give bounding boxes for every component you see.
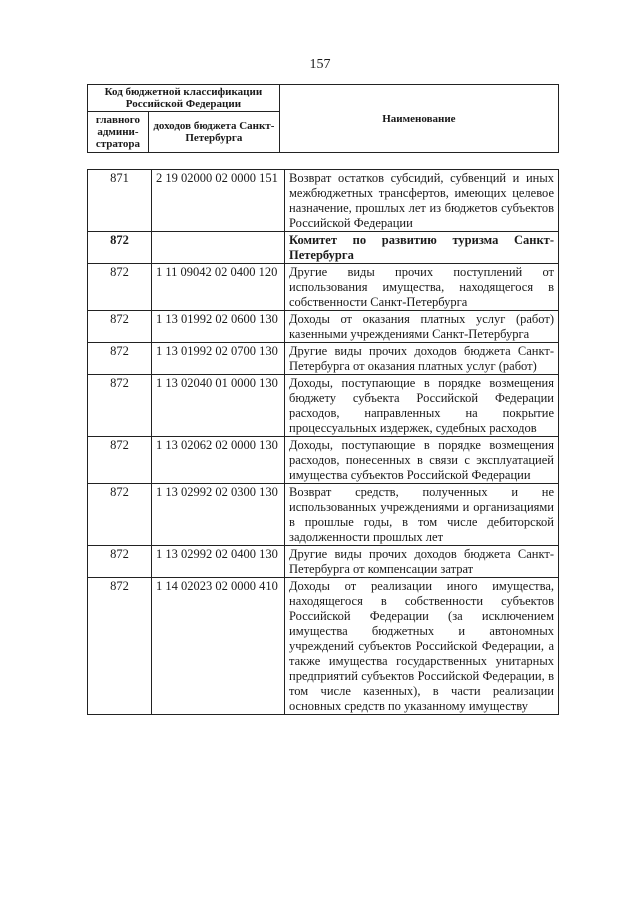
table-row bbox=[88, 437, 559, 484]
table-row bbox=[88, 232, 559, 264]
revenue-name: Доходы от оказания платных услуг (работ) казенными учреждениями Санкт-Петербурга bbox=[285, 311, 559, 343]
revenue-code: 1 13 02992 02 0300 130 bbox=[152, 484, 285, 546]
table-row bbox=[88, 170, 559, 232]
table-row bbox=[88, 311, 559, 343]
table-row bbox=[88, 343, 559, 375]
classification-table bbox=[87, 169, 559, 715]
revenue-name: Доходы от реализации иного имущества, находящегося в собственности субъектов Российской Федерации (за исключением имущества бюджетных и автономных учреждений субъектов Российской Федерации, а также имущества государственных унитарных предприятий субъектов Российской Федерации, в том числе казенных), в части реализации основных средств по указанному имуществу bbox=[285, 578, 559, 715]
revenue-code: 1 11 09042 02 0400 120 bbox=[152, 264, 285, 311]
revenue-code: 1 13 01992 02 0700 130 bbox=[152, 343, 285, 375]
admin-code: 872 bbox=[88, 546, 152, 578]
table-row bbox=[88, 546, 559, 578]
admin-code: 872 bbox=[88, 375, 152, 437]
revenue-code: 1 14 02023 02 0000 410 bbox=[152, 578, 285, 715]
revenue-name: Другие виды прочих доходов бюджета Санкт-Петербурга от оказания платных услуг (работ) bbox=[285, 343, 559, 375]
admin-code: 872 bbox=[88, 437, 152, 484]
revenue-code: 1 13 01992 02 0600 130 bbox=[152, 311, 285, 343]
header-name-column: Наименование bbox=[279, 85, 558, 153]
header-admin-column: главного админи-стратора bbox=[88, 112, 149, 153]
revenue-code: 2 19 02000 02 0000 151 bbox=[152, 170, 285, 232]
revenue-name: Доходы, поступающие в порядке возмещения бюджету субъекта Российской Федерации расходов, направленных на покрытие процессуальных издержек, судебных расходов bbox=[285, 375, 559, 437]
header-revenue-column: доходов бюджета Санкт-Петербурга bbox=[148, 112, 279, 153]
admin-code: 872 bbox=[88, 264, 152, 311]
admin-code: 872 bbox=[88, 343, 152, 375]
admin-code: 872 bbox=[88, 578, 152, 715]
table-row bbox=[88, 264, 559, 311]
table-row bbox=[88, 578, 559, 715]
revenue-code bbox=[152, 232, 285, 264]
header-group-title: Код бюджетной классификации Российской Федерации bbox=[88, 85, 280, 112]
page-number: 157 bbox=[309, 57, 331, 72]
table-row bbox=[88, 484, 559, 546]
revenue-name: Возврат средств, полученных и не использованных учреждениями и организациями в прошлые годы, в том числе дебиторской задолженности прошлых лет bbox=[285, 484, 559, 546]
revenue-name: Комитет по развитию туризма Санкт-Петербурга bbox=[285, 232, 559, 264]
revenue-name: Возврат остатков субсидий, субвенций и иных межбюджетных трансфертов, имеющих целевое назначение, прошлых лет из бюджетов субъектов Российской Федерации bbox=[285, 170, 559, 232]
revenue-name: Доходы, поступающие в порядке возмещения расходов, понесенных в связи с эксплуатацией имущества субъектов Российской Федерации bbox=[285, 437, 559, 484]
admin-code: 872 bbox=[88, 311, 152, 343]
revenue-code: 1 13 02992 02 0400 130 bbox=[152, 546, 285, 578]
revenue-code: 1 13 02040 01 0000 130 bbox=[152, 375, 285, 437]
revenue-code: 1 13 02062 02 0000 130 bbox=[152, 437, 285, 484]
revenue-name: Другие виды прочих поступлений от использования имущества, находящегося в собственности Санкт-Петербурга bbox=[285, 264, 559, 311]
revenue-name: Другие виды прочих доходов бюджета Санкт-Петербурга от компенсации затрат bbox=[285, 546, 559, 578]
admin-code: 871 bbox=[88, 170, 152, 232]
admin-code: 872 bbox=[88, 484, 152, 546]
table-row bbox=[88, 375, 559, 437]
admin-code: 872 bbox=[88, 232, 152, 264]
table-header bbox=[87, 84, 559, 153]
